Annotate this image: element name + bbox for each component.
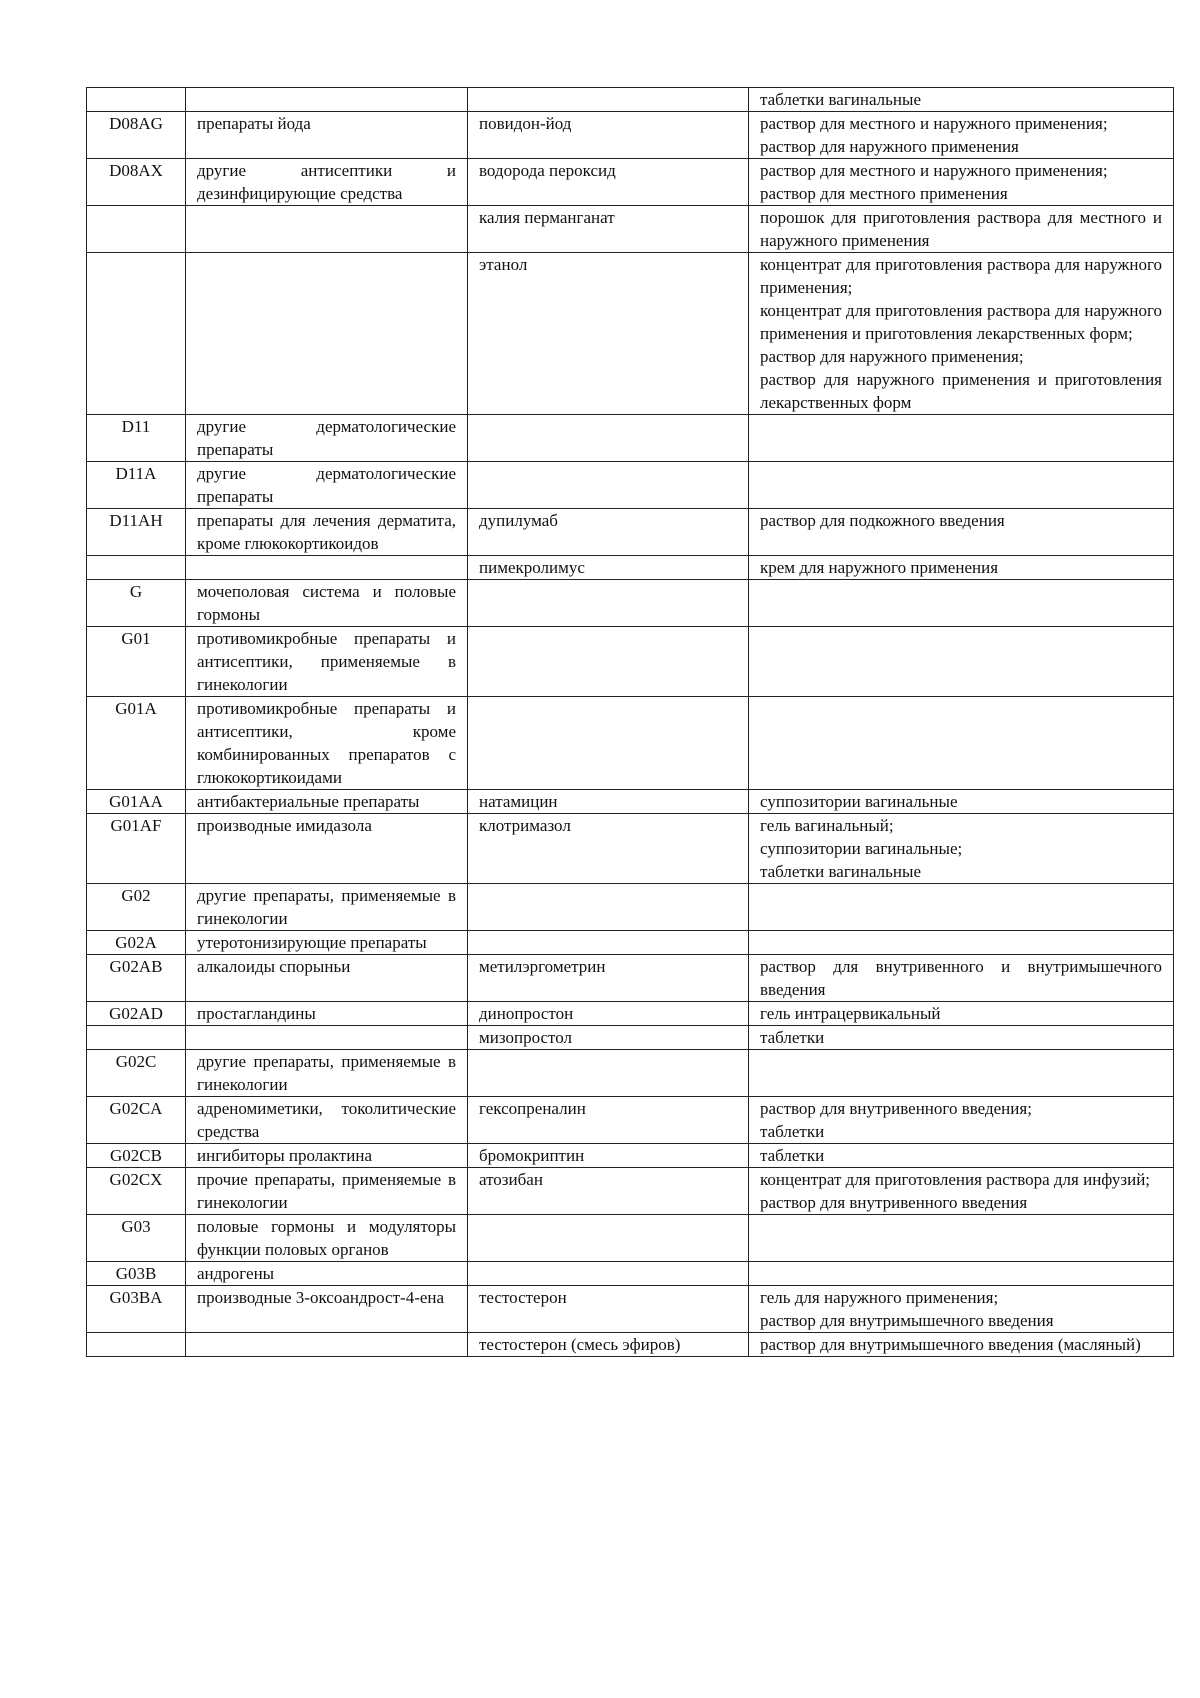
anatomical-group-cell [186, 1026, 468, 1050]
table-row [87, 580, 1174, 627]
table-row [87, 1097, 1174, 1144]
dosage-form-line: раствор для наружного применения и приготовления лекарственных форм [760, 370, 1162, 412]
atc-code-cell [87, 556, 186, 580]
drug-name-cell: пимекролимус [468, 556, 749, 580]
anatomical-group-cell: половые гормоны и модуляторы функции половых органов [186, 1215, 468, 1262]
atc-code-cell: G01AA [87, 790, 186, 814]
dosage-form-line: раствор для наружного применения [760, 137, 1019, 156]
dosage-form-cell [749, 697, 1174, 790]
dosage-form-cell [749, 790, 1174, 814]
table-body [87, 88, 1174, 1357]
anatomical-group-cell: производные 3-оксоандрост-4-ена [186, 1286, 468, 1333]
table-row [87, 112, 1174, 159]
table-row [87, 253, 1174, 415]
anatomical-group-cell [186, 253, 468, 415]
table-row [87, 1050, 1174, 1097]
table-row [87, 955, 1174, 1002]
dosage-form-line: таблетки вагинальные [760, 862, 921, 881]
drug-name-cell [468, 884, 749, 931]
table-row [87, 159, 1174, 206]
drug-name-cell [468, 88, 749, 112]
dosage-form-line: раствор для местного и наружного применения; [760, 161, 1108, 180]
dosage-form-cell [749, 627, 1174, 697]
dosage-form-cell [749, 931, 1174, 955]
atc-code-cell: G02CB [87, 1144, 186, 1168]
drug-name-cell: этанол [468, 253, 749, 415]
table-row [87, 415, 1174, 462]
dosage-form-cell [749, 1286, 1174, 1333]
atc-code-cell: G02CX [87, 1168, 186, 1215]
atc-code-cell: D08AX [87, 159, 186, 206]
dosage-form-line: раствор для внутривенного введения; [760, 1099, 1032, 1118]
drug-name-cell: калия перманганат [468, 206, 749, 253]
anatomical-group-cell [186, 206, 468, 253]
atc-code-cell [87, 88, 186, 112]
atc-code-cell [87, 1333, 186, 1357]
anatomical-group-cell: производные имидазола [186, 814, 468, 884]
drug-name-cell: водорода пероксид [468, 159, 749, 206]
dosage-form-cell [749, 1333, 1174, 1357]
dosage-form-line: таблетки [760, 1028, 825, 1047]
dosage-form-cell [749, 112, 1174, 159]
anatomical-group-cell [186, 88, 468, 112]
atc-code-cell: D08AG [87, 112, 186, 159]
table-row [87, 1262, 1174, 1286]
anatomical-group-cell: другие дерматологические препараты [186, 415, 468, 462]
dosage-form-cell [749, 88, 1174, 112]
dosage-form-line: раствор для внутривенного введения [760, 1193, 1028, 1212]
anatomical-group-cell: противомикробные препараты и антисептики, применяемые в гинекологии [186, 627, 468, 697]
drug-name-cell: атозибан [468, 1168, 749, 1215]
anatomical-group-cell: адреномиметики, токолитические средства [186, 1097, 468, 1144]
table-row [87, 1002, 1174, 1026]
dosage-form-line: концентрат для приготовления раствора для наружного применения; [760, 255, 1162, 297]
atc-code-cell [87, 253, 186, 415]
table-row [87, 1026, 1174, 1050]
table-row [87, 206, 1174, 253]
drug-name-cell [468, 415, 749, 462]
drug-name-cell: тестостерон [468, 1286, 749, 1333]
drug-name-cell: мизопростол [468, 1026, 749, 1050]
dosage-form-cell [749, 1144, 1174, 1168]
anatomical-group-cell: андрогены [186, 1262, 468, 1286]
drug-name-cell: метилэргометрин [468, 955, 749, 1002]
drug-name-cell [468, 580, 749, 627]
atc-code-cell: D11 [87, 415, 186, 462]
drug-name-cell: дупилумаб [468, 509, 749, 556]
dosage-form-cell [749, 415, 1174, 462]
atc-code-cell: G [87, 580, 186, 627]
dosage-form-line: суппозитории вагинальные [760, 792, 958, 811]
table-row [87, 1168, 1174, 1215]
dosage-form-line: раствор для наружного применения; [760, 347, 1024, 366]
anatomical-group-cell: препараты для лечения дерматита, кроме глюкокортикоидов [186, 509, 468, 556]
drug-name-cell: повидон-йод [468, 112, 749, 159]
atc-code-cell: G02CA [87, 1097, 186, 1144]
dosage-form-cell [749, 1002, 1174, 1026]
dosage-form-line: раствор для внутримышечного введения [760, 1311, 1054, 1330]
table-row [87, 931, 1174, 955]
atc-code-cell: G02AD [87, 1002, 186, 1026]
atc-code-cell: G03B [87, 1262, 186, 1286]
anatomical-group-cell [186, 1333, 468, 1357]
dosage-form-line: таблетки [760, 1146, 825, 1165]
drug-name-cell [468, 627, 749, 697]
dosage-form-line: раствор для местного применения [760, 184, 1008, 203]
anatomical-group-cell: другие препараты, применяемые в гинекологии [186, 1050, 468, 1097]
table-row [87, 814, 1174, 884]
dosage-form-cell [749, 1050, 1174, 1097]
atc-code-cell: G02A [87, 931, 186, 955]
drug-name-cell [468, 697, 749, 790]
dosage-form-line: раствор для местного и наружного применения; [760, 114, 1108, 133]
drug-name-cell: клотримазол [468, 814, 749, 884]
dosage-form-line: суппозитории вагинальные; [760, 839, 963, 858]
dosage-form-line: раствор для внутривенного и внутримышечного введения [760, 957, 1162, 999]
atc-code-cell: D11A [87, 462, 186, 509]
atc-code-cell [87, 206, 186, 253]
atc-code-cell: G03BA [87, 1286, 186, 1333]
drug-name-cell [468, 462, 749, 509]
drug-name-cell [468, 1262, 749, 1286]
dosage-form-cell [749, 1262, 1174, 1286]
drug-name-cell: бромокриптин [468, 1144, 749, 1168]
drug-name-cell: тестостерон (смесь эфиров) [468, 1333, 749, 1357]
dosage-form-cell [749, 884, 1174, 931]
anatomical-group-cell: препараты йода [186, 112, 468, 159]
anatomical-group-cell: противомикробные препараты и антисептики, кроме комбинированных препаратов с глюкокортикоидами [186, 697, 468, 790]
dosage-form-line: таблетки [760, 1122, 825, 1141]
dosage-form-line: гель для наружного применения; [760, 1288, 999, 1307]
atc-code-cell: G03 [87, 1215, 186, 1262]
dosage-form-cell [749, 955, 1174, 1002]
anatomical-group-cell: другие дерматологические препараты [186, 462, 468, 509]
drug-name-cell [468, 1050, 749, 1097]
dosage-form-line: крем для наружного применения [760, 558, 999, 577]
atc-code-cell: D11AH [87, 509, 186, 556]
anatomical-group-cell: простагландины [186, 1002, 468, 1026]
drug-name-cell: динопростон [468, 1002, 749, 1026]
table-row [87, 1286, 1174, 1333]
atc-code-cell: G02 [87, 884, 186, 931]
drug-table [86, 87, 1174, 1357]
dosage-form-cell [749, 1215, 1174, 1262]
drug-name-cell: натамицин [468, 790, 749, 814]
dosage-form-line: концентрат для приготовления раствора для инфузий; [760, 1170, 1151, 1189]
anatomical-group-cell: другие препараты, применяемые в гинекологии [186, 884, 468, 931]
dosage-form-cell [749, 1168, 1174, 1215]
dosage-form-cell [749, 580, 1174, 627]
dosage-form-cell [749, 556, 1174, 580]
atc-code-cell: G01 [87, 627, 186, 697]
table-row [87, 509, 1174, 556]
drug-name-cell: гексопреналин [468, 1097, 749, 1144]
anatomical-group-cell: утеротонизирующие препараты [186, 931, 468, 955]
dosage-form-cell [749, 253, 1174, 415]
anatomical-group-cell: другие антисептики и дезинфицирующие средства [186, 159, 468, 206]
table-row [87, 462, 1174, 509]
anatomical-group-cell: антибактериальные препараты [186, 790, 468, 814]
anatomical-group-cell: прочие препараты, применяемые в гинекологии [186, 1168, 468, 1215]
drug-name-cell [468, 931, 749, 955]
drug-name-cell [468, 1215, 749, 1262]
dosage-form-line: порошок для приготовления раствора для местного и наружного применения [760, 208, 1162, 250]
table-row [87, 556, 1174, 580]
dosage-form-cell [749, 462, 1174, 509]
dosage-form-cell [749, 1026, 1174, 1050]
anatomical-group-cell: мочеполовая система и половые гормоны [186, 580, 468, 627]
table-row [87, 1144, 1174, 1168]
atc-code-cell [87, 1026, 186, 1050]
dosage-form-line: концентрат для приготовления раствора для наружного применения и приготовления лекарственных форм; [760, 301, 1162, 343]
dosage-form-line: гель вагинальный; [760, 816, 894, 835]
dosage-form-line: гель интрацервикальный [760, 1004, 941, 1023]
dosage-form-cell [749, 814, 1174, 884]
dosage-form-line: таблетки вагинальные [760, 90, 921, 109]
anatomical-group-cell: ингибиторы пролактина [186, 1144, 468, 1168]
atc-code-cell: G02C [87, 1050, 186, 1097]
table-row [87, 627, 1174, 697]
dosage-form-cell [749, 159, 1174, 206]
atc-code-cell: G01A [87, 697, 186, 790]
dosage-form-cell [749, 1097, 1174, 1144]
table-row [87, 697, 1174, 790]
dosage-form-cell [749, 509, 1174, 556]
table-row [87, 1215, 1174, 1262]
table-row [87, 790, 1174, 814]
anatomical-group-cell [186, 556, 468, 580]
table-row [87, 1333, 1174, 1357]
dosage-form-line: раствор для внутримышечного введения (масляный) [760, 1335, 1141, 1354]
atc-code-cell: G02AB [87, 955, 186, 1002]
anatomical-group-cell: алкалоиды спорыньи [186, 955, 468, 1002]
atc-code-cell: G01AF [87, 814, 186, 884]
dosage-form-cell [749, 206, 1174, 253]
table-row [87, 884, 1174, 931]
dosage-form-line: раствор для подкожного введения [760, 511, 1005, 530]
table-row [87, 88, 1174, 112]
